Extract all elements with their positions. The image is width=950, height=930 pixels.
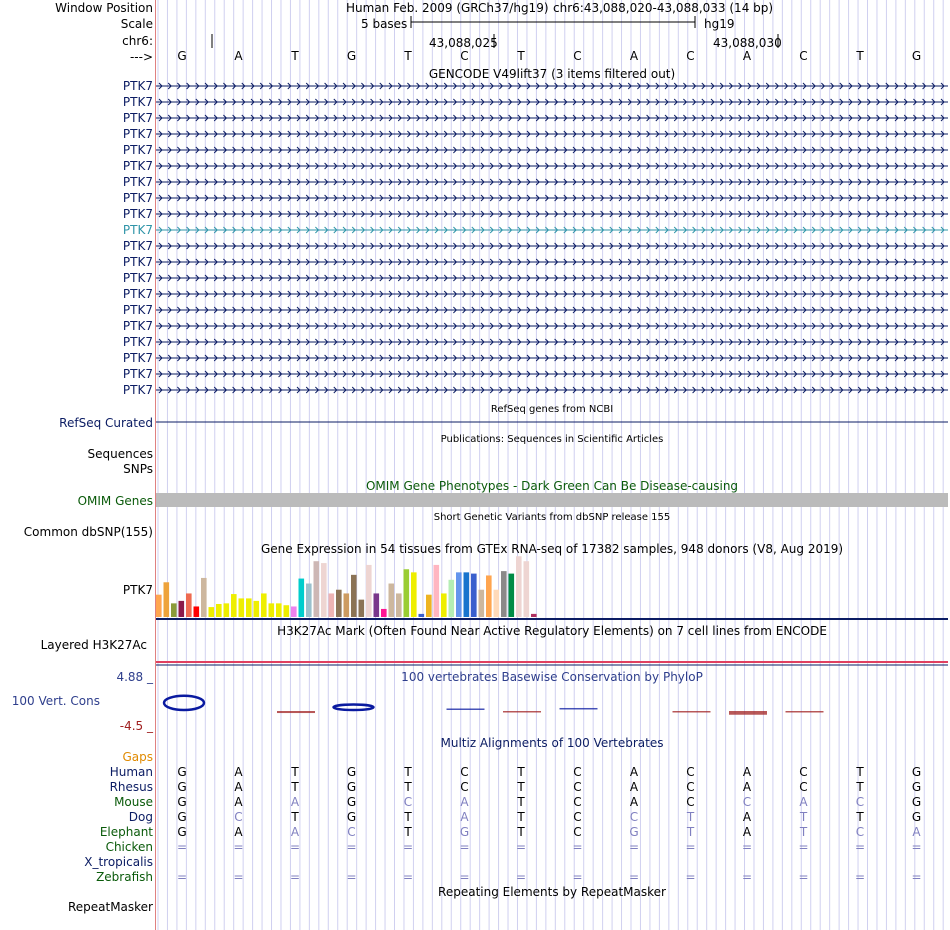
aligned-base: T <box>291 765 299 779</box>
aligned-base: G <box>346 780 357 794</box>
aligned-base: = <box>685 870 696 884</box>
scale-text: 5 bases <box>361 17 408 31</box>
phylop-score-bar <box>447 708 485 710</box>
aligned-base: = <box>176 870 188 884</box>
gencode-transcript-label[interactable]: PTK7 <box>122 175 153 189</box>
gtex-tissue-bar <box>374 593 380 617</box>
aligned-base: G <box>177 810 187 824</box>
phylop-logo-glyph <box>164 696 204 710</box>
gencode-transcript-label[interactable]: PTK7 <box>122 367 153 381</box>
aligned-base: C <box>686 765 695 779</box>
reference-base: C <box>799 49 808 63</box>
reference-base: C <box>460 49 469 63</box>
aligned-base: T <box>404 780 412 794</box>
species-label[interactable]: Zebrafish <box>96 870 153 884</box>
assembly-name: Human Feb. 2009 (GRCh37/hg19) <box>346 1 549 15</box>
gtex-tissue-bar <box>254 601 260 617</box>
aligned-base: = <box>346 870 357 884</box>
reference-base: G <box>346 49 357 63</box>
aligned-base: = <box>233 870 244 884</box>
aligned-base: A <box>460 810 469 824</box>
aligned-base: = <box>798 870 809 884</box>
aligned-base: A <box>290 825 300 839</box>
gtex-tissue-bar <box>291 606 297 617</box>
aligned-base: C <box>686 795 695 809</box>
aligned-base: C <box>460 780 469 794</box>
aligned-base: A <box>912 825 921 839</box>
aligned-base: C <box>347 825 356 839</box>
scale-db: hg19 <box>704 17 735 31</box>
aligned-base: T <box>404 810 412 824</box>
gtex-tissue-bar <box>329 593 335 617</box>
gtex-tissue-bar <box>404 569 410 617</box>
aligned-base: = <box>459 870 470 884</box>
gencode-track-title[interactable]: GENCODE V49lift37 (3 items filtered out) <box>428 67 676 81</box>
aligned-base: G <box>911 795 922 809</box>
gtex-tissue-bar <box>224 603 230 617</box>
aligned-base: = <box>572 870 583 884</box>
gtex-tissue-bar <box>156 595 162 617</box>
gencode-transcript-label[interactable]: PTK7 <box>122 303 153 317</box>
reference-base: C <box>573 49 582 63</box>
aligned-base: G <box>911 810 922 824</box>
h3k27ac-track-title[interactable]: H3K27Ac Mark (Often Found Near Active Regulatory Elements) on 7 cell lines from ENCODE <box>277 624 827 638</box>
aligned-base: A <box>234 780 243 794</box>
aligned-base: T <box>856 780 864 794</box>
aligned-base: T <box>517 780 525 794</box>
aligned-base: T <box>291 810 299 824</box>
species-label[interactable]: Mouse <box>114 795 153 809</box>
species-label[interactable]: X_tropicalis <box>84 855 153 869</box>
aligned-base: G <box>346 765 357 779</box>
aligned-base: A <box>460 795 469 809</box>
aligned-base: T <box>291 780 299 794</box>
gtex-tissue-bar <box>321 563 327 617</box>
aligned-base: A <box>290 795 300 809</box>
gtex-tissue-bar <box>216 604 222 617</box>
aligned-base: = <box>402 840 414 854</box>
aligned-base: C <box>573 825 582 839</box>
gtex-tissue-bar <box>486 575 492 617</box>
phylop-score-bar <box>503 711 541 713</box>
gtex-tissue-bar <box>351 575 357 617</box>
aligned-base: T <box>404 825 412 839</box>
gencode-transcript-label[interactable]: PTK7 <box>122 111 153 125</box>
aligned-base: = <box>346 840 357 854</box>
aligned-base: A <box>799 795 808 809</box>
aligned-base: C <box>855 825 865 839</box>
position-readout[interactable]: chr6:43,088,020-43,088,033 (14 bp) <box>553 1 774 15</box>
aligned-base: T <box>856 765 864 779</box>
reference-base: T <box>291 49 299 63</box>
aligned-base: C <box>573 810 582 824</box>
gtex-tissue-bar <box>194 606 200 617</box>
aligned-base: T <box>799 810 808 824</box>
aligned-base: = <box>176 840 188 854</box>
aligned-base: C <box>629 810 639 824</box>
refseq-track-title[interactable]: RefSeq genes from NCBI <box>490 404 614 415</box>
aligned-base: G <box>911 780 922 794</box>
publications-track-label[interactable]: Sequences <box>87 447 153 461</box>
aligned-base: = <box>798 840 809 854</box>
gtex-tissue-bar <box>524 561 530 617</box>
aligned-base: = <box>854 870 866 884</box>
phylop-min-label: -4.5 _ <box>119 719 153 733</box>
aligned-base: T <box>517 825 525 839</box>
gtex-tissue-bar <box>269 603 275 617</box>
gtex-tissue-bar <box>239 598 245 617</box>
refseq-track-label[interactable]: RefSeq Curated <box>59 416 153 430</box>
aligned-base: A <box>234 795 243 809</box>
aligned-base: C <box>460 765 469 779</box>
aligned-base: T <box>686 825 695 839</box>
aligned-base: A <box>234 825 243 839</box>
gtex-tissue-bar <box>231 594 237 617</box>
omim-phenotype-bar <box>156 493 948 507</box>
aligned-base: C <box>573 780 582 794</box>
multiz-track-title[interactable]: Multiz Alignments of 100 Vertebrates <box>440 736 664 750</box>
species-label[interactable]: Chicken <box>105 840 153 854</box>
gtex-tissue-bar <box>164 582 170 617</box>
gtex-tissue-bar <box>464 572 470 617</box>
aligned-base: C <box>799 765 808 779</box>
gtex-tissue-bar <box>246 598 252 617</box>
aligned-base: A <box>234 765 243 779</box>
gtex-tissue-bar <box>516 556 522 617</box>
repeatmasker-track-label[interactable]: RepeatMasker <box>67 900 153 914</box>
aligned-base: A <box>742 765 752 779</box>
aligned-base: C <box>855 795 865 809</box>
gtex-tissue-bar <box>441 593 447 617</box>
gtex-tissue-bar <box>501 571 507 617</box>
reference-base: A <box>742 49 752 63</box>
species-label[interactable]: Human <box>109 765 153 779</box>
aligned-base: C <box>403 795 413 809</box>
species-label[interactable]: Dog <box>128 810 153 824</box>
gtex-tissue-bar <box>344 593 350 617</box>
gtex-tissue-bar <box>426 595 432 617</box>
chr-label: chr6: <box>122 34 153 48</box>
reference-base: C <box>686 49 695 63</box>
aligned-base: = <box>628 870 640 884</box>
aligned-base: T <box>517 795 525 809</box>
phylop-score-bar <box>560 708 598 710</box>
gtex-tissue-bar <box>366 565 372 617</box>
window-position-label: Window Position <box>55 1 153 15</box>
gtex-tissue-bar <box>509 574 515 617</box>
gtex-gene-label[interactable]: PTK7 <box>122 583 153 597</box>
aligned-base: A <box>742 780 752 794</box>
gtex-tissue-bar <box>471 574 477 617</box>
dbsnp-track-label[interactable]: Common dbSNP(155) <box>23 525 153 539</box>
phylop-score-bar <box>673 711 711 713</box>
gtex-tissue-bar <box>419 614 425 617</box>
aligned-base: = <box>628 840 640 854</box>
aligned-base: T <box>686 810 695 824</box>
gtex-tissue-bar <box>531 614 537 617</box>
gtex-tissue-bar <box>201 578 207 617</box>
aligned-base: = <box>685 840 696 854</box>
gtex-tissue-bar <box>186 593 192 617</box>
phylop-score-bar <box>786 711 824 713</box>
gtex-tissue-bar <box>479 590 485 617</box>
gtex-tissue-bar <box>359 600 365 617</box>
phylop-logo-glyph <box>334 705 374 710</box>
omim-track-title[interactable]: OMIM Gene Phenotypes - Dark Green Can Be Disease-causing <box>365 479 739 493</box>
gencode-transcript-label[interactable]: PTK7 <box>122 383 153 397</box>
reference-base: A <box>629 49 639 63</box>
aligned-base: G <box>459 825 470 839</box>
gtex-tissue-bar <box>284 605 290 617</box>
aligned-base: = <box>854 840 866 854</box>
gtex-tissue-bar <box>494 590 500 617</box>
phylop-track-label[interactable]: 100 Vert. Cons <box>11 694 100 708</box>
gencode-transcript-label[interactable]: PTK7 <box>122 255 153 269</box>
aligned-base: = <box>572 840 583 854</box>
gencode-transcript-label[interactable]: PTK7 <box>122 143 153 157</box>
gencode-transcript-label[interactable]: PTK7 <box>122 159 153 173</box>
aligned-base: = <box>515 870 527 884</box>
gtex-tissue-bar <box>411 572 417 617</box>
aligned-base: = <box>289 840 301 854</box>
h3k27ac-track-label[interactable]: Layered H3K27Ac <box>40 638 147 652</box>
reference-base: G <box>177 49 187 63</box>
gtex-tissue-bar <box>456 572 462 617</box>
gencode-transcript-label[interactable]: PTK7 <box>122 79 153 93</box>
species-label[interactable]: Elephant <box>99 825 153 839</box>
aligned-base: A <box>629 795 639 809</box>
reference-base: G <box>911 49 922 63</box>
aligned-base: G <box>346 810 357 824</box>
gtex-tissue-bar <box>396 593 402 617</box>
aligned-base: = <box>515 840 527 854</box>
aligned-base: = <box>402 870 414 884</box>
aligned-base: G <box>177 795 187 809</box>
aligned-base: = <box>233 840 244 854</box>
aligned-base: C <box>742 795 752 809</box>
aligned-base: T <box>799 825 808 839</box>
gtex-tissue-bar <box>179 601 185 617</box>
aligned-base: T <box>517 765 525 779</box>
aligned-base: = <box>741 840 753 854</box>
repeatmasker-track-title[interactable]: Repeating Elements by RepeatMasker <box>438 885 666 899</box>
strand-arrow-label: ---> <box>129 50 153 64</box>
gtex-tissue-bar <box>261 593 267 617</box>
gencode-transcript-label[interactable]: PTK7 <box>122 351 153 365</box>
gencode-transcript-label[interactable]: PTK7 <box>122 319 153 333</box>
scale-label: Scale <box>120 17 153 31</box>
aligned-base: C <box>573 795 582 809</box>
gencode-transcript-label[interactable]: PTK7 <box>122 271 153 285</box>
aligned-base: A <box>629 765 639 779</box>
aligned-base: C <box>799 780 808 794</box>
aligned-base: A <box>742 810 752 824</box>
gtex-tissue-bar <box>336 590 342 617</box>
reference-base: A <box>234 49 243 63</box>
gencode-transcript-label[interactable]: PTK7 <box>122 127 153 141</box>
aligned-base: T <box>856 810 864 824</box>
aligned-base: G <box>177 825 187 839</box>
gtex-tissue-bar <box>171 603 177 617</box>
reference-base: T <box>856 49 864 63</box>
gtex-tissue-bar <box>306 584 312 617</box>
gtex-tissue-bar <box>209 607 215 617</box>
aligned-base: G <box>346 795 357 809</box>
gencode-transcript-label[interactable]: PTK7 <box>122 239 153 253</box>
aligned-base: = <box>911 870 922 884</box>
publications-track-title[interactable]: Publications: Sequences in Scientific Articles <box>440 434 664 445</box>
species-label[interactable]: Rhesus <box>109 780 153 794</box>
ruler-tick-label: 43,088,030 <box>713 36 782 50</box>
gtex-track-title[interactable]: Gene Expression in 54 tissues from GTEx RNA-seq of 17382 samples, 948 donors (V8, Aug 2019) <box>260 542 844 556</box>
aligned-base: C <box>686 780 695 794</box>
phylop-max-label: 4.88 _ <box>116 670 153 684</box>
multiz-gaps-label: Gaps <box>122 750 153 764</box>
gencode-transcript-label[interactable]: PTK7 <box>122 207 153 221</box>
omim-track-label[interactable]: OMIM Genes <box>77 494 153 508</box>
aligned-base: T <box>517 810 525 824</box>
phylop-score-bar <box>277 711 315 713</box>
gtex-tissue-bar <box>389 584 395 617</box>
aligned-base: A <box>742 825 752 839</box>
dbsnp-track-title[interactable]: Short Genetic Variants from dbSNP release 155 <box>433 512 671 523</box>
aligned-base: A <box>629 780 639 794</box>
aligned-base: = <box>741 870 753 884</box>
gencode-transcript-label[interactable]: PTK7 <box>122 223 153 237</box>
phylop-score-bar <box>729 711 767 715</box>
aligned-base: = <box>911 840 922 854</box>
gtex-tissue-bar <box>299 579 305 617</box>
gtex-tissue-bar <box>314 561 320 617</box>
aligned-base: = <box>459 840 470 854</box>
aligned-base: T <box>404 765 412 779</box>
gtex-tissue-bar <box>434 565 440 617</box>
aligned-base: C <box>234 810 243 824</box>
gtex-tissue-bar <box>449 580 455 617</box>
gencode-transcript-label[interactable]: PTK7 <box>122 95 153 109</box>
gencode-transcript-label[interactable]: PTK7 <box>122 335 153 349</box>
aligned-base: G <box>911 765 922 779</box>
reference-base: T <box>404 49 412 63</box>
aligned-base: G <box>177 780 187 794</box>
gtex-tissue-bar <box>276 603 282 617</box>
gencode-transcript-label[interactable]: PTK7 <box>122 191 153 205</box>
gtex-tissue-bar <box>381 609 387 617</box>
snps-track-label[interactable]: SNPs <box>123 462 153 476</box>
aligned-base: G <box>629 825 639 839</box>
reference-base: T <box>517 49 525 63</box>
aligned-base: G <box>177 765 187 779</box>
aligned-base: = <box>289 870 301 884</box>
ruler-tick-label: 43,088,025 <box>429 36 498 50</box>
gencode-transcript-label[interactable]: PTK7 <box>122 287 153 301</box>
aligned-base: C <box>573 765 582 779</box>
phylop-track-title[interactable]: 100 vertebrates Basewise Conservation by PhyloP <box>401 670 703 684</box>
